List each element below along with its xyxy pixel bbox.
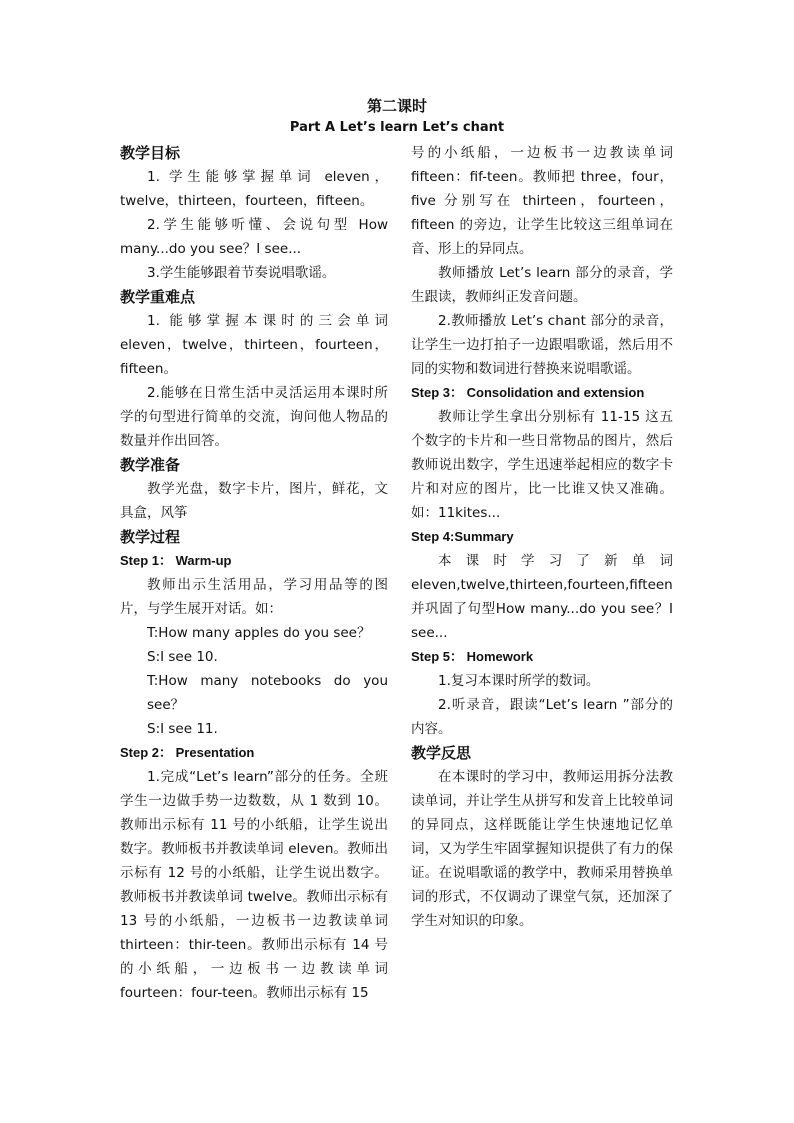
left-column — [120, 141, 388, 1005]
key-point-1: 1. 能够掌握本课时的三会单词 eleven，twelve，thirteen，fourteen，fifteen。 — [120, 313, 388, 377]
step-2-heading: Step 2： Presentation — [120, 745, 255, 760]
play-recording-text: 教师播放 Let’s learn 部分的录音，学生跟读，教师纠正发音问题。 — [411, 265, 673, 305]
step-2-continued-text: 号的小纸船，一边板书一边教读单词 fifteen：fif-teen。教师把 three，four，five 分别写在 thirteen，fourteen，fifteen 的旁边，让学生比较这三组单词在音、形上的异同点。 — [411, 145, 673, 257]
step-2-text: 1.完成“Let’s learn”部分的任务。全班学生一边做手势一边数数，从 1 数到 10。教师出示标有 11 号的小纸船，让学生说出数字。教师板书并教读单词 eleven。教师出示标有 12 号的小纸船，让学生说出数字。教师板书并教读单词 twelve。教师出示标有 13 号的小纸船，一边板书一边教读单词 thirteen：thir-teen。教师出示标有 14 号的小纸船，一边板书一边教读单词 fourteen：four-teen。教师出示标有 15 — [120, 769, 388, 1001]
goal-3: 3.学生能够跟着节奏说唱歌谣。 — [147, 265, 336, 281]
step-1-text: 教师出示生活用品，学习用品等的图片，与学生展开对话。如： — [120, 577, 388, 617]
key-point-2: 2.能够在日常生活中灵活运用本课时所学的句型进行简单的交流，询问他人物品的数量并作出回答。 — [120, 385, 388, 449]
reflection-text: 在本课时的学习中，教师运用拆分法教读单词，并让学生从拼写和发音上比较单词的异同点，这样既能让学生快速地记忆单词，又为学生牢固掌握知识提供了有力的保证。在说唱歌谣的教学中，教师采用替换单词的形式，不仅调动了课堂气氛，还加深了学生对知识的印象。 — [411, 769, 673, 929]
goal-2: 2.学生能够听懂、会说句型 How many...do you see？I see... — [120, 217, 388, 257]
dialog-line-1: T:How many apples do you see？ — [147, 625, 371, 641]
preparation-text: 教学光盘，数字卡片，图片，鲜花，文具盒，风筝 — [120, 481, 388, 521]
step-3-text: 教师让学生拿出分别标有 11-15 这五个数字的卡片和一些日常物品的图片，然后教师说出数字，学生迅速举起相应的数字卡片和对应的图片，比一比谁又快又准确。如：11kites... — [411, 409, 673, 521]
goal-1: 1. 学生能够掌握单词 eleven，twelve，thirteen，fourteen，fifteen。 — [120, 169, 388, 209]
step-3-heading: Step 3： Consolidation and extension — [411, 385, 645, 400]
page-title: 第二课时 — [366, 97, 427, 115]
dialog-line-4: S:I see 11. — [147, 721, 218, 737]
dialog-line-3: T:How many notebooks do you see？ — [147, 673, 388, 713]
heading-reflection: 教学反思 — [411, 744, 472, 762]
page-subtitle: Part A Let’s learn Let’s chant — [289, 120, 505, 135]
right-column — [411, 141, 673, 933]
heading-preparation: 教学准备 — [120, 456, 181, 474]
heading-process: 教学过程 — [120, 528, 181, 546]
step-1-heading: Step 1： Warm-up — [120, 553, 232, 568]
homework-1: 1.复习本课时所学的数词。 — [438, 673, 600, 689]
chant-text: 2.教师播放 Let’s chant 部分的录音，让学生一边打拍子一边跟唱歌谣，然后用不同的实物和数词进行替换来说唱歌谣。 — [411, 313, 673, 377]
homework-2: 2.听录音，跟读“Let’s learn ”部分的内容。 — [411, 697, 673, 737]
step-5-heading: Step 5： Homework — [411, 649, 534, 664]
step-4-heading: Step 4:Summary — [411, 529, 514, 544]
heading-key-points: 教学重难点 — [120, 288, 196, 306]
step-4-text: 本课时学习了新单词 eleven,twelve,thirteen,fourteen,fifteen 并巩固了句型How many...do you see？I see... — [411, 553, 673, 641]
heading-goals: 教学目标 — [120, 144, 181, 162]
dialog-line-2: S:I see 10. — [147, 649, 218, 665]
